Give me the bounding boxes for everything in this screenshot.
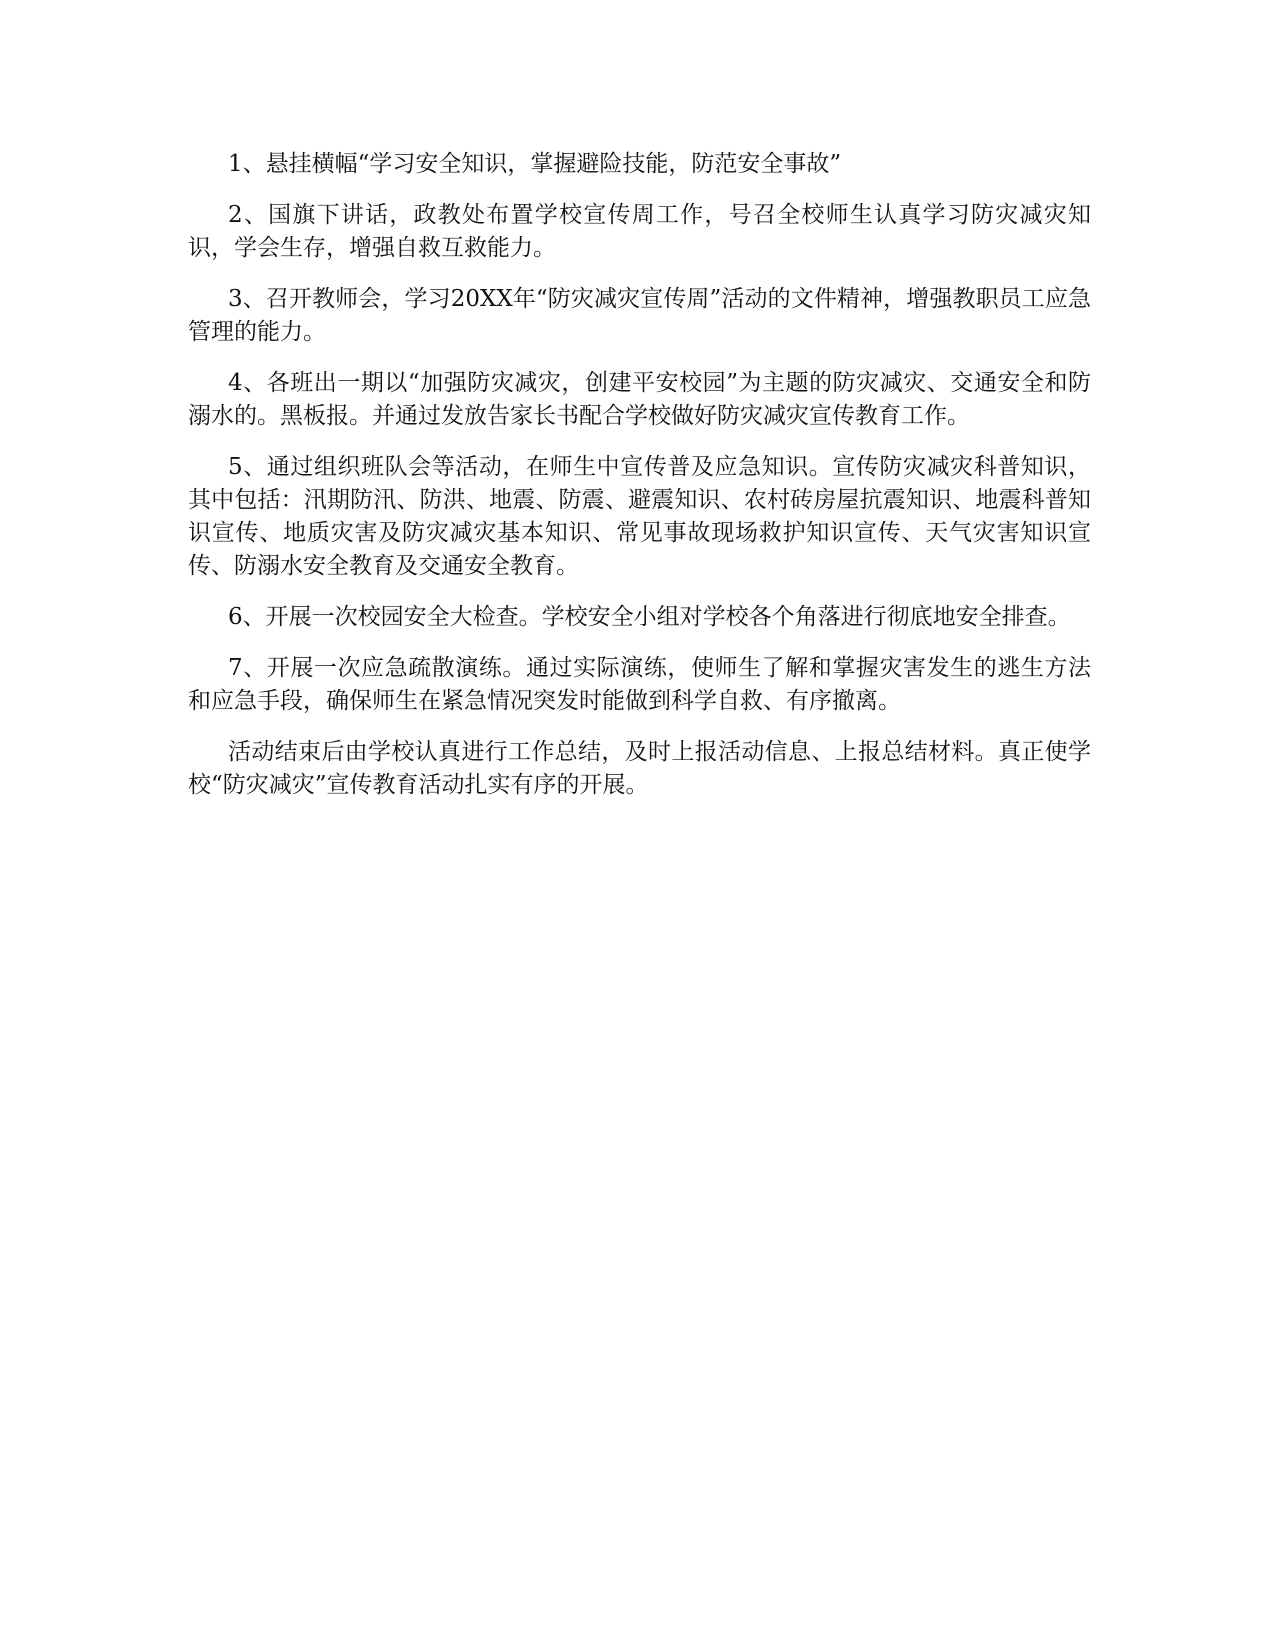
paragraph-item-3: 3、召开教师会，学习20XX年“防灾减灾宣传周”活动的文件精神，增强教职员工应急管理的能力。 <box>188 286 1091 345</box>
paragraph-item-5: 5、通过组织班队会等活动，在师生中宣传普及应急知识。宣传防灾减灾科普知识，其中包括：汛期防汛、防洪、地震、防震、避震知识、农村砖房屋抗震知识、地震科普知识宣传、地质灾害及防灾减灾基本知识、常见事故现场救护知识宣传、天气灾害知识宣传、防溺水安全教育及交通安全教育。 <box>188 454 1091 579</box>
paragraph-item-6: 6、开展一次校园安全大检查。学校安全小组对学校各个角落进行彻底地安全排查。 <box>228 604 1071 630</box>
paragraph-item-2: 2、国旗下讲话，政教处布置学校宣传周工作，号召全校师生认真学习防灾减灾知识，学会生存，增强自救互救能力。 <box>188 202 1091 261</box>
paragraph-item-1: 1、悬挂横幅“学习安全知识，掌握避险技能，防范安全事故” <box>228 151 842 177</box>
paragraph-item-4: 4、各班出一期以“加强防灾减灾，创建平安校园”为主题的防灾减灾、交通安全和防溺水的。黑板报。并通过发放告家长书配合学校做好防灾减灾宣传教育工作。 <box>188 370 1091 429</box>
paragraph-item-7: 7、开展一次应急疏散演练。通过实际演练，使师生了解和掌握灾害发生的逃生方法和应急手段，确保师生在紧急情况突发时能做到科学自救、有序撤离。 <box>188 655 1091 714</box>
closing-paragraph: 活动结束后由学校认真进行工作总结，及时上报活动信息、上报总结材料。真正使学校“防灾减灾”宣传教育活动扎实有序的开展。 <box>188 739 1091 798</box>
document-body <box>188 148 1091 820</box>
